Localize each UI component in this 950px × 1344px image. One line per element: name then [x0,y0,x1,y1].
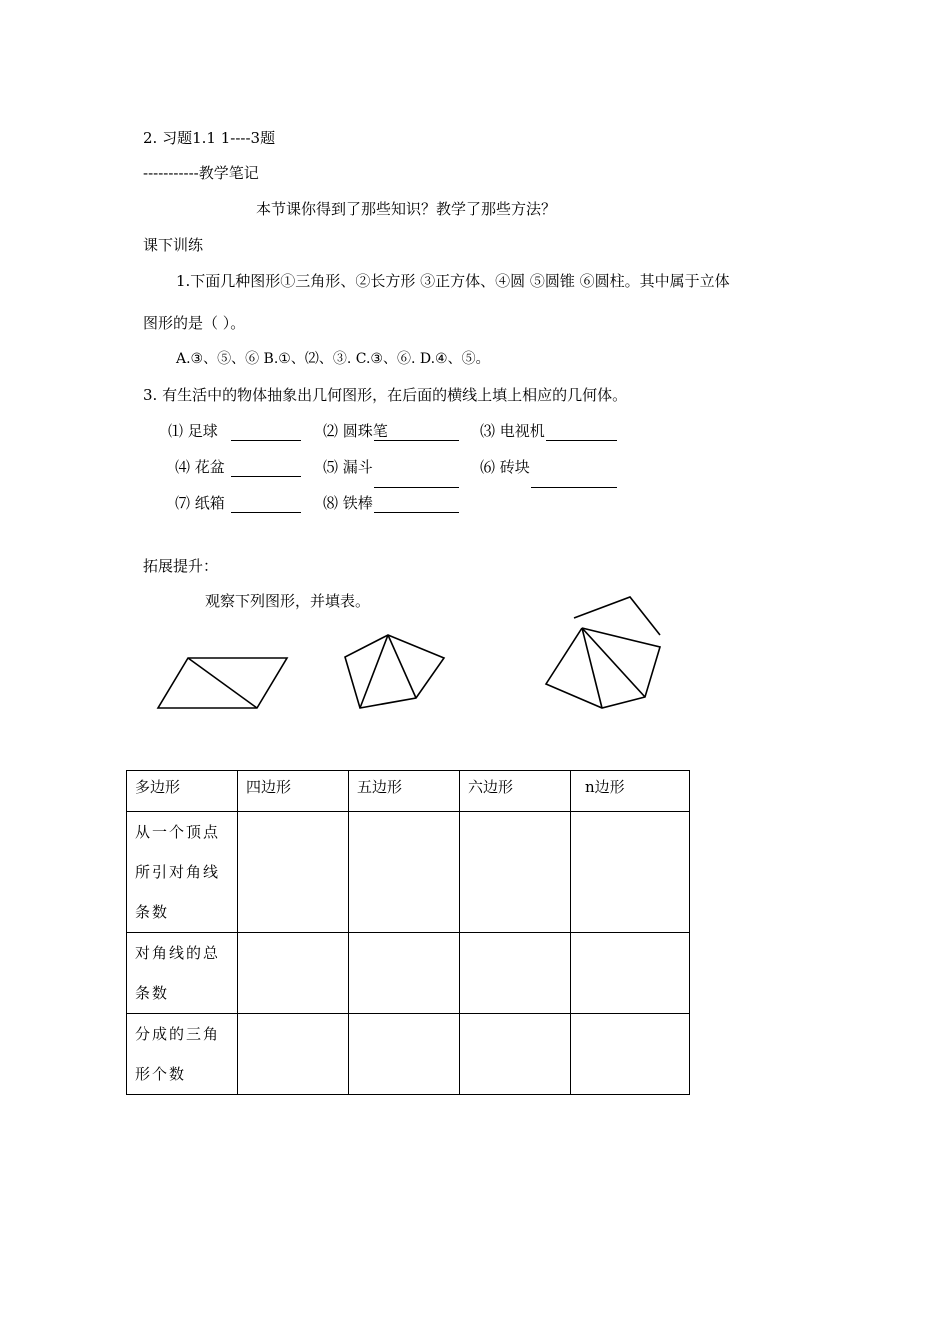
answer-cell[interactable] [238,933,349,1014]
header-hexagon: 六边形 [460,771,571,812]
answer-cell[interactable] [571,1014,690,1095]
fill-item-flowerpot: ⑷ 花盆 [175,458,225,476]
answer-cell[interactable] [571,933,690,1014]
answer-blank-brick[interactable] [531,487,617,488]
answer-blank-ballpoint-pen[interactable] [374,440,459,441]
fill-item-iron-rod: ⑻ 铁棒 [323,494,373,512]
fill-item-carton: ⑺ 纸箱 [175,494,225,512]
answer-blank-television[interactable] [546,440,617,441]
homework-heading: 课下训练 [143,236,204,254]
question-1-stem: 1.下面几种图形①三角形、②长方形 ③正方体、④圆 ⑤圆锥 ⑥圆柱。其中属于立体 [176,272,730,290]
header-polygon: 多边形 [127,771,238,812]
header-quadrilateral: 四边形 [238,771,349,812]
review-item: 2. 习题1.1 1----3题 [143,129,276,147]
fill-item-brick: ⑹ 砖块 [480,458,530,476]
answer-cell[interactable] [460,933,571,1014]
answer-cell[interactable] [238,1014,349,1095]
answer-cell[interactable] [349,812,460,933]
answer-cell[interactable] [238,812,349,933]
polygon-figures [140,590,680,720]
answer-cell[interactable] [571,812,690,933]
answer-cell[interactable] [349,1014,460,1095]
pentagon-figure [345,635,444,708]
answer-blank-flowerpot[interactable] [231,476,301,477]
notes-heading: -----------教学笔记 [143,164,259,182]
question-1-options: A.③、⑤、⑥ B.①、⑵、③. C.③、⑥. D.④、⑤。 [176,351,490,367]
table-row [127,1014,690,1095]
header-n-gon: n边形 [571,771,690,812]
row-label-triangle-count: 分成的三角形个数 [127,1014,238,1095]
fill-item-funnel: ⑸ 漏斗 [323,458,373,476]
table-row [127,933,690,1014]
table-header-row [127,771,690,812]
answer-cell[interactable] [460,812,571,933]
answer-blank-carton[interactable] [231,512,301,513]
fill-item-television: ⑶ 电视机 [480,422,545,440]
answer-cell[interactable] [460,1014,571,1095]
answer-blank-funnel[interactable] [374,487,459,488]
answer-blank-football[interactable] [231,440,301,441]
reflection-question: 本节课你得到了那些知识？教学了那些方法？ [256,200,557,218]
header-pentagon: 五边形 [349,771,460,812]
row-label-diagonals-from-vertex: 从一个顶点所引对角线条数 [127,812,238,933]
row-label-total-diagonals: 对角线的总条数 [127,933,238,1014]
question-3-stem: 3. 有生活中的物体抽象出几何图形，在后面的横线上填上相应的几何体。 [143,386,628,404]
table-row [127,812,690,933]
diagonal-table [126,770,690,1095]
answer-blank-iron-rod[interactable] [374,512,459,513]
fill-item-football: ⑴ 足球 [168,422,218,440]
fill-item-ballpoint-pen: ⑵ 圆珠笔 [323,422,388,440]
hexagon-figure [546,597,660,708]
extension-heading: 拓展提升： [143,557,219,575]
question-1-stem-continued: 图形的是（ ）。 [143,314,246,332]
quadrilateral-figure [158,658,287,708]
extension-instruction: 观察下列图形，并填表。 [205,592,371,610]
answer-cell[interactable] [349,933,460,1014]
